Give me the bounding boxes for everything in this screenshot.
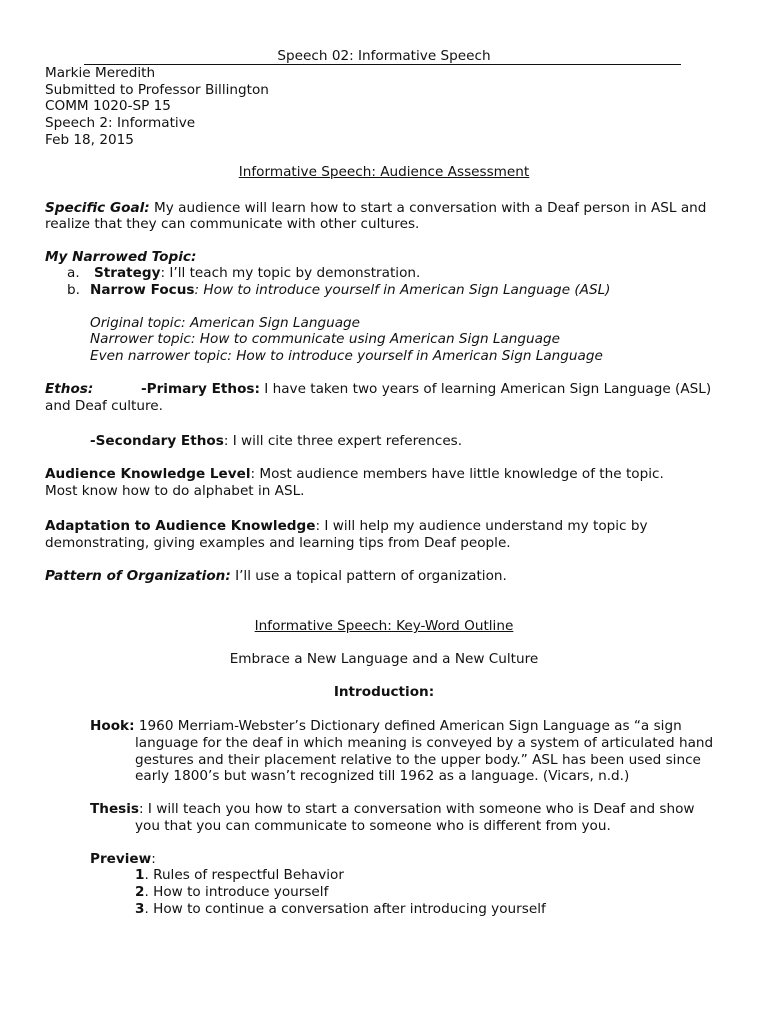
hook [90,718,682,735]
knowledge-level-label: Audience Knowledge Level [45,466,251,482]
specific-goal-text: My audience will learn how to start a conversation with a Deaf person in ASL and [149,200,707,216]
even-narrower-topic: Even narrower topic: How to introduce yourself in American Sign Language [90,348,603,364]
thesis [90,801,695,818]
pattern-label: Pattern of Organization: [45,568,231,584]
author-name: Markie Meredith [45,65,156,81]
narrower-topic: Narrower topic: How to communicate using American Sign Language [90,331,560,347]
strategy-label: Strategy [94,265,161,281]
course-code: COMM 1020-SP 15 [45,98,171,114]
preview-item-text: . Rules of respectful Behavior [144,867,344,883]
hook-continued-2: gestures and their placement relative to the upper body.” ASL has been used since [135,752,701,768]
preview-item-number: 3 [135,901,145,917]
speech-title: Embrace a New Language and a New Culture [229,651,539,667]
thesis-continued: you that you can communicate to someone who is different from you. [135,818,611,834]
knowledge-level-text: : Most audience members have little knowledge of the topic. [250,466,664,482]
submission-date: Feb 18, 2015 [45,132,134,148]
preview-item [135,867,344,884]
ethos-label: Ethos: [45,381,94,397]
strategy-item [94,265,420,282]
thesis-text: : I will teach you how to start a conversation with someone who is Deaf and show [139,801,695,817]
hook-label: Hook: [90,718,135,734]
secondary-ethos-label: -Secondary Ethos [90,433,224,449]
narrow-focus-item [90,282,610,299]
strategy-marker: a. [67,265,80,281]
primary-ethos-continued: and Deaf culture. [45,398,163,414]
title-underline [84,64,681,65]
adaptation-continued: demonstrating, giving examples and learning tips from Deaf people. [45,535,511,551]
adaptation-label: Adaptation to Audience Knowledge [45,518,316,534]
knowledge-level-continued: Most know how to do alphabet in ASL. [45,483,305,499]
primary-ethos-text: I have taken two years of learning American Sign Language (ASL) [259,381,712,397]
narrow-focus-text: : How to introduce yourself in American Sign Language (ASL) [194,282,611,298]
focus-marker: b. [67,282,80,298]
specific-goal-label: Specific Goal: [45,200,150,216]
hook-continued-1: language for the deaf in which meaning is conveyed by a system of articulated hand [135,735,714,751]
preview-label: Preview [90,851,152,867]
primary-ethos [141,381,711,398]
hook-continued-3: early 1800’s but wasn’t recognized till 1962 as a language. (Vicars, n.d.) [135,768,630,784]
adaptation [45,518,648,535]
preview-item-text: . How to introduce yourself [144,884,329,900]
primary-ethos-label: -Primary Ethos: [141,381,260,397]
secondary-ethos-text: : I will cite three expert references. [223,433,463,449]
assignment-name: Speech 2: Informative [45,115,196,131]
secondary-ethos [90,433,462,450]
pattern-of-organization [45,568,507,585]
thesis-label: Thesis [90,801,140,817]
submitted-to: Submitted to Professor Billington [45,82,269,98]
preview [90,851,156,868]
preview-item [135,884,328,901]
introduction-heading: Introduction: [333,684,435,700]
strategy-text: : I’ll teach my topic by demonstration. [160,265,421,281]
specific-goal [45,200,706,217]
preview-item [135,901,546,918]
specific-goal-continued: realize that they can communicate with other cultures. [45,216,420,232]
hook-text: 1960 Merriam-Webster’s Dictionary defined American Sign Language as “a sign [134,718,682,734]
preview-item-number: 2 [135,884,145,900]
narrowed-topic-label: My Narrowed Topic: [45,249,197,265]
preview-item-text: . How to continue a conversation after introducing yourself [144,901,546,917]
knowledge-level [45,466,664,483]
document-title: Speech 02: Informative Speech [277,48,491,64]
original-topic: Original topic: American Sign Language [90,315,361,331]
narrow-focus-label: Narrow Focus [90,282,195,298]
preview-item-number: 1 [135,867,145,883]
key-word-outline-heading: Informative Speech: Key-Word Outline [254,618,514,634]
audience-assessment-heading: Informative Speech: Audience Assessment [238,164,530,180]
pattern-text: I’ll use a topical pattern of organization. [230,568,507,584]
preview-colon: : [151,851,156,867]
adaptation-text: : I will help my audience understand my topic by [315,518,648,534]
